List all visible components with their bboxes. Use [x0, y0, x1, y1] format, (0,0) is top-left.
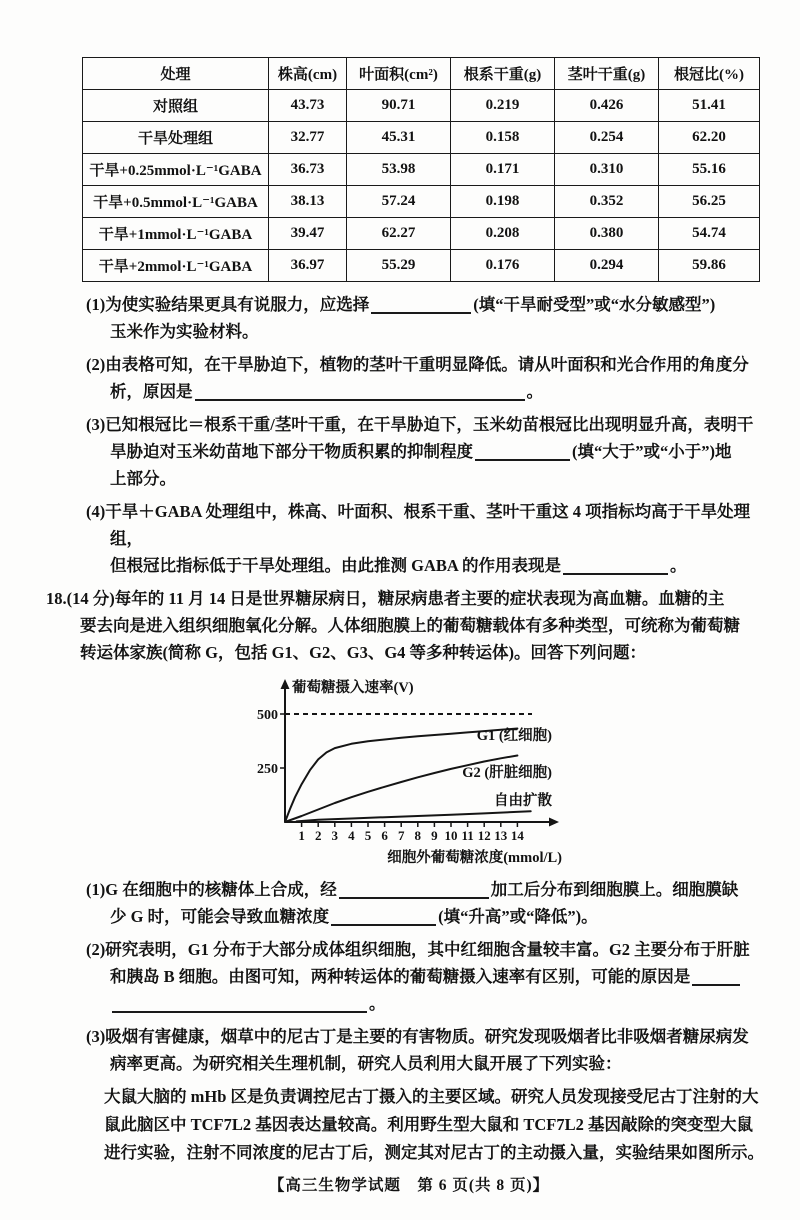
table-cell: 36.73 — [269, 154, 347, 186]
question-text: 转运体家族(简称 G，包括 G1、G2、G3、G4 等多种转运体)。回答下列问题： — [80, 643, 647, 662]
table-cell: 干旱+2mmol·L⁻¹GABA — [83, 250, 269, 282]
table-cell: 对照组 — [83, 90, 269, 122]
x-axis-arrow-icon — [549, 818, 559, 827]
series-curve-3 — [297, 811, 531, 821]
answer-blank — [112, 996, 367, 1013]
table-cell: 62.27 — [347, 218, 451, 250]
question-text: 已知根冠比＝根系干重/茎叶干重，在干旱胁迫下，玉米幼苗根冠比出现明显升高，表明干 — [105, 415, 754, 434]
x-tick-label: 5 — [364, 828, 372, 843]
table-cell: 59.86 — [659, 250, 760, 282]
x-tick-label: 9 — [431, 828, 438, 843]
table-cell: 干旱+1mmol·L⁻¹GABA — [83, 218, 269, 250]
question-text: 玉米作为实验材料。 — [110, 322, 259, 341]
table-cell: 0.380 — [555, 218, 659, 250]
x-tick-label: 12 — [477, 828, 491, 843]
table-row — [83, 186, 760, 218]
x-tick-label: 3 — [331, 828, 339, 843]
question-number: (3) — [86, 1027, 106, 1046]
y-tick-label: 500 — [257, 708, 278, 723]
x-tick-label: 13 — [494, 828, 508, 843]
x-tick-label: 1 — [298, 828, 305, 843]
question-text: 。 — [526, 382, 543, 401]
table-cell: 36.97 — [269, 250, 347, 282]
question-text: 鼠此脑区中 TCF7L2 基因表达量较高。利用野生型大鼠和 TCF7L2 基因敲除的突变型大鼠 — [104, 1115, 754, 1134]
table-cell: 0.352 — [555, 186, 659, 218]
page-footer-text: 【高三生物学试题 第 6 页(共 8 页)】 — [268, 1177, 550, 1194]
y-axis-arrow-icon — [281, 679, 290, 689]
table-cell: 0.208 — [451, 218, 555, 250]
question-text: 上部分。 — [110, 469, 176, 488]
table-header-cell: 叶面积(cm²) — [347, 58, 451, 90]
question-text: 研究表明，G1 分布于大部分成体组织细胞，其中红细胞含量较丰富。G2 主要分布于肝脏 — [105, 940, 750, 959]
table-cell: 38.13 — [269, 186, 347, 218]
q17-sub-question-1 — [46, 291, 772, 345]
question-number: (1) — [86, 880, 106, 899]
x-axis-title: 细胞外葡萄糖浓度(mmol/L) — [387, 850, 562, 866]
answer-blank — [692, 969, 740, 986]
table-cell: 54.74 — [659, 218, 760, 250]
table-header-cell: 根系干重(g) — [451, 58, 555, 90]
table-cell: 0.198 — [451, 186, 555, 218]
answer-blank — [195, 384, 525, 401]
table-row — [83, 90, 760, 122]
table-cell: 0.294 — [555, 250, 659, 282]
experiment-data-table — [82, 57, 760, 282]
table-header-cell: 处理 — [83, 58, 269, 90]
q17-sub-question-4 — [46, 498, 772, 579]
answer-blank — [339, 882, 489, 899]
table-cell: 90.71 — [347, 90, 451, 122]
table-cell: 51.41 — [659, 90, 760, 122]
glucose-uptake-chart — [257, 672, 577, 872]
question-number: 18. — [46, 589, 67, 608]
table-cell: 43.73 — [269, 90, 347, 122]
table-cell: 57.24 — [347, 186, 451, 218]
table-header-cell: 茎叶干重(g) — [555, 58, 659, 90]
table-header-cell: 根冠比(%) — [659, 58, 760, 90]
table-cell: 32.77 — [269, 122, 347, 154]
table-cell: 干旱处理组 — [83, 122, 269, 154]
q18-sub-question-1 — [46, 876, 772, 930]
answer-blank — [563, 558, 668, 575]
q18-sub-question-3-experiment-text — [46, 1083, 772, 1167]
question-text: 加工后分布到细胞膜上。细胞膜缺 — [490, 880, 739, 899]
table-header-row — [83, 58, 760, 90]
table-cell: 0.171 — [451, 154, 555, 186]
question-text: 。 — [670, 556, 687, 575]
x-tick-label: 2 — [314, 828, 322, 843]
question-text: 干旱＋GABA 处理组中，株高、叶面积、根系干重、茎叶干重这 4 项指标均高于干旱处理组， — [105, 502, 751, 548]
q17-sub-question-2 — [46, 351, 772, 405]
table-cell: 55.29 — [347, 250, 451, 282]
x-tick-label: 7 — [397, 828, 405, 843]
table-cell: 45.31 — [347, 122, 451, 154]
table-cell: 39.47 — [269, 218, 347, 250]
answer-blank — [371, 297, 471, 314]
table-cell: 0.426 — [555, 90, 659, 122]
question-text: 吸烟有害健康，烟草中的尼古丁是主要的有害物质。研究发现吸烟者比非吸烟者糖尿病发 — [105, 1027, 749, 1046]
question-text: 和胰岛 B 细胞。由图可知，两种转运体的葡萄糖摄入速率有区别，可能的原因是 — [110, 967, 691, 986]
x-tick-label: 10 — [444, 828, 458, 843]
question-number: (1) — [86, 295, 106, 314]
question-number: (2) — [86, 355, 106, 374]
table-cell: 56.25 — [659, 186, 760, 218]
question-text: 病率更高。为研究相关生理机制，研究人员利用大鼠开展了下列实验： — [110, 1054, 622, 1073]
x-tick-label: 11 — [461, 828, 474, 843]
question-text: (填“大于”或“小于”)地 — [572, 442, 732, 461]
question-text: 少 G 时，可能会导致血糖浓度 — [110, 907, 330, 926]
y-tick-label: 250 — [257, 762, 278, 777]
question-text: 为使实验结果更具有说服力，应选择 — [105, 295, 370, 314]
answer-blank — [475, 444, 570, 461]
question-text: 。 — [369, 994, 386, 1013]
glucose-uptake-chart-svg — [257, 672, 569, 872]
question-number: (3) — [86, 415, 106, 434]
table-cell: 0.310 — [555, 154, 659, 186]
table-row — [83, 122, 760, 154]
table-cell: 62.20 — [659, 122, 760, 154]
question-text: 由表格可知，在干旱胁迫下，植物的茎叶干重明显降低。请从叶面积和光合作用的角度分 — [105, 355, 749, 374]
table-cell: 55.16 — [659, 154, 760, 186]
x-tick-label: 6 — [381, 828, 388, 843]
table-row — [83, 218, 760, 250]
page-footer — [46, 1173, 772, 1195]
table-cell: 0.176 — [451, 250, 555, 282]
series-label-2: G2 (肝脏细胞) — [462, 765, 552, 781]
table-cell: 53.98 — [347, 154, 451, 186]
x-tick-label: 8 — [414, 828, 422, 843]
q18-sub-question-2 — [46, 936, 772, 1017]
table-cell: 干旱+0.25mmol·L⁻¹GABA — [83, 154, 269, 186]
q18-sub-question-3 — [46, 1023, 772, 1077]
answer-blank — [331, 909, 436, 926]
series-label-1: G1 (红细胞) — [476, 728, 552, 744]
series-label-3: 自由扩散 — [494, 793, 552, 809]
table-cell: 0.254 — [555, 122, 659, 154]
question-text: (14 分)每年的 11 月 14 日是世界糖尿病日，糖尿病患者主要的症状表现为高血糖。血糖的主 — [66, 589, 725, 608]
x-tick-label: 4 — [348, 828, 355, 843]
table-header-cell: 株高(cm) — [269, 58, 347, 90]
question-number: (2) — [86, 940, 106, 959]
table-cell: 0.219 — [451, 90, 555, 122]
question-text: 旱胁迫对玉米幼苗地下部分干物质积累的抑制程度 — [110, 442, 473, 461]
question-text: 要去向是进入组织细胞氧化分解。人体细胞膜上的葡萄糖载体有多种类型，可统称为葡萄糖 — [80, 616, 740, 635]
question-number: (4) — [86, 502, 106, 521]
question-text: 进行实验，注射不同浓度的尼古丁后，测定其对尼古丁的主动摄入量，实验结果如图所示。 — [104, 1143, 764, 1162]
question-text: 析，原因是 — [110, 382, 193, 401]
y-axis-title: 葡萄糖摄入速率(V) — [292, 680, 414, 696]
question-text: (填“干旱耐受型”或“水分敏感型”) — [473, 295, 716, 314]
q18-intro — [46, 585, 772, 666]
question-text: 大鼠大脑的 mHb 区是负责调控尼古丁摄入的主要区域。研究人员发现接受尼古丁注射的大 — [104, 1087, 759, 1106]
question-text: (填“升高”或“降低”)。 — [438, 907, 598, 926]
table-row — [83, 154, 760, 186]
q17-sub-question-3 — [46, 411, 772, 492]
table-cell: 干旱+0.5mmol·L⁻¹GABA — [83, 186, 269, 218]
table-row — [83, 250, 760, 282]
x-tick-label: 14 — [510, 828, 524, 843]
question-text: 但根冠比指标低于干旱处理组。由此推测 GABA 的作用表现是 — [110, 556, 562, 575]
question-text: G 在细胞中的核糖体上合成，经 — [105, 880, 337, 899]
table-cell: 0.158 — [451, 122, 555, 154]
